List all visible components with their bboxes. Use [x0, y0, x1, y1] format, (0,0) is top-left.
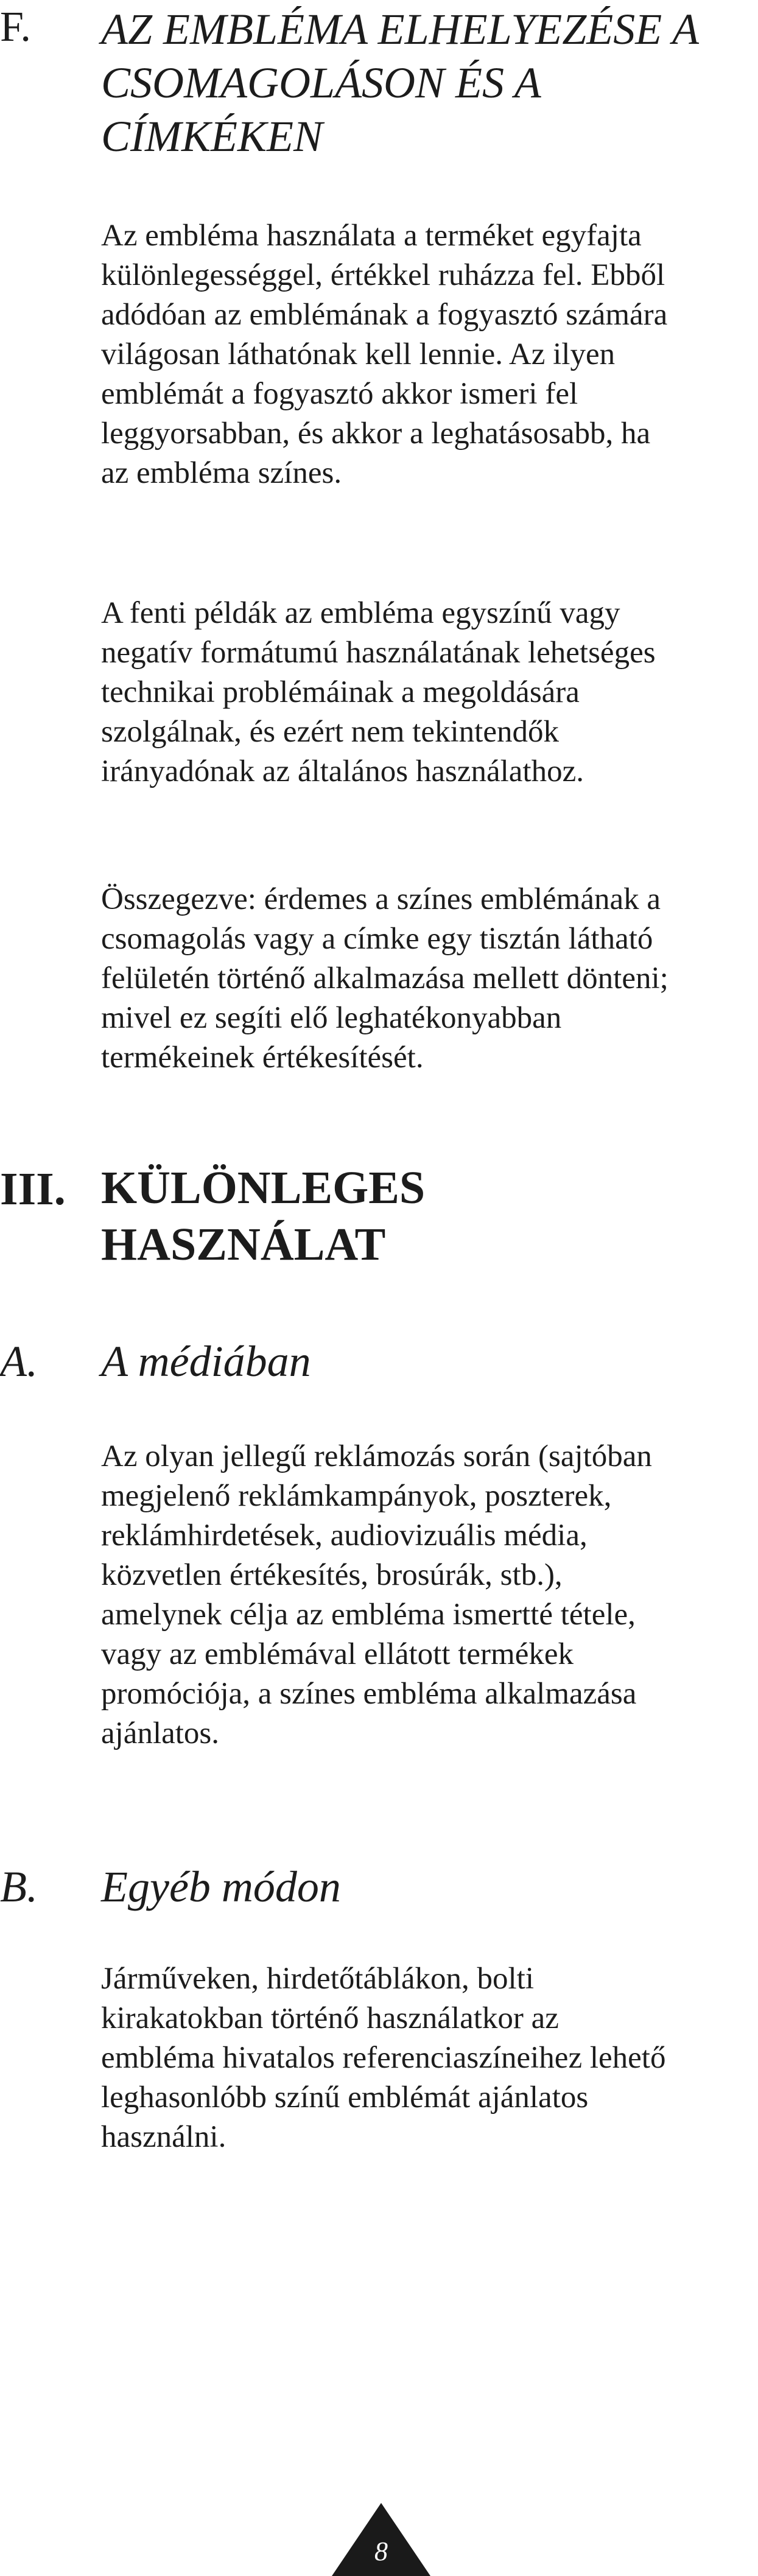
section-f-letter: F. — [0, 4, 31, 51]
section-f-title: AZ EMBLÉMA ELHELYEZÉSE A CSOMAGOLÁSON ÉS A CÍMKÉKEN — [101, 5, 699, 161]
section-f-paragraph-1: Az embléma használata a terméket egyfajta különlegességgel, értékkel ruházza fel. Ebből adódóan az emblémának a fogyasztó számára világosan láthatónak kell lennie. Az ilyen emblémát a fogyasztó akkor ismeri fel leggyorsabban, és akkor a leghatásosabb, ha az embléma színes. — [101, 219, 668, 490]
subsection-a-paragraph: Az olyan jellegű reklámozás során (sajtóban megjelenő reklámkampányok, poszterek, reklámhirdetések, audiovizuális média, közvetlen értékesítés, brosúrák, stb.), amelynek célja az embléma ismertté tétele, vagy az emblémával ellátott termékek promóciója, a színes embléma alkalmazása ajánlatos. — [101, 1439, 652, 1750]
section-f-paragraph-2: A fenti példák az embléma egyszínű vagy negatív formátumú használatának lehetséges technikai problémáinak a megoldására szolgálnak, és ezért nem tekintendők irányadónak az általános használathoz. — [101, 596, 656, 788]
section-iii-numeral: III. — [0, 1163, 66, 1215]
section-f-paragraph-3: Összegezve: érdemes a színes emblémának a csomagolás vagy a címke egy tisztán látható felületén történő alkalmazása mellett dönteni; mivel ez segíti elő leghatékonyabban termékeinek értékesítését. — [101, 882, 669, 1075]
subsection-b-letter: B. — [0, 1862, 38, 1911]
page-number-badge — [332, 2503, 430, 2576]
subsection-a-title: A médiában — [101, 1337, 311, 1386]
page-number: 8 — [374, 2536, 388, 2566]
section-iii-title: KÜLÖNLEGES HASZNÁLAT — [101, 1162, 426, 1270]
subsection-b-paragraph: Járműveken, hirdetőtáblákon, bolti kirakatokban történő használatkor az embléma hivatalos referenciaszíneihez lehető leghasonlóbb színű emblémát ajánlatos használni. — [101, 1962, 666, 2154]
subsection-b-title: Egyéb módon — [101, 1862, 341, 1911]
subsection-a-letter: A. — [0, 1337, 38, 1386]
